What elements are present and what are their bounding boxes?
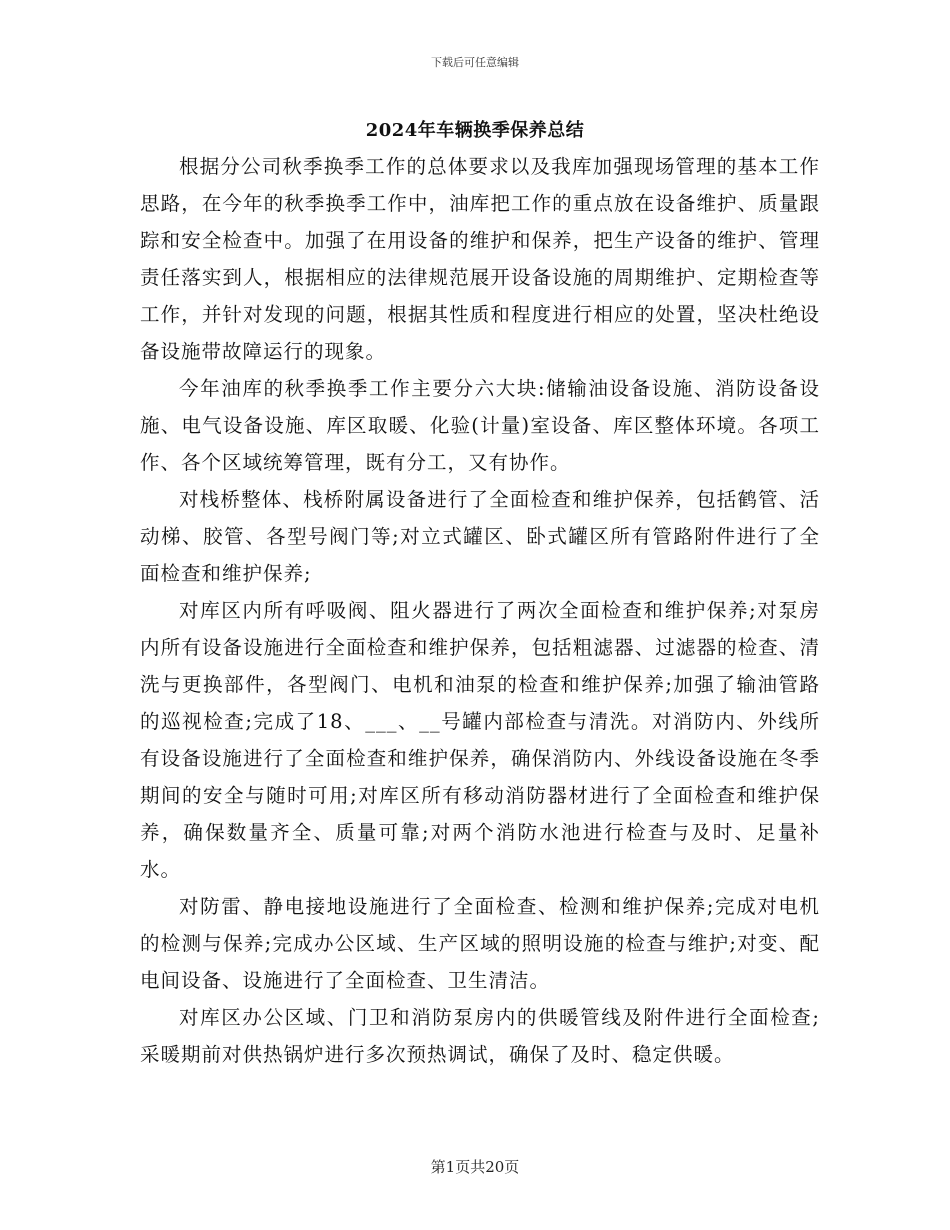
paragraph-valves-fire: 对库区内所有呼吸阀、阻火器进行了两次全面检查和维护保养;对泵房内所有设备设施进行全面检查和维护保养，包括粗滤器、过滤器的检查、清洗与更换部件，各型阀门、电机和油泵的检查和维护保养;加强了输油管路的巡视检查;完成了18、___、__号罐内部检查与清洗。对消防内、外线所有设备设施进行了全面检查和维护保养，确保消防内、外线设备设施在冬季期间的安全与随时可用;对库区所有移动消防器材进行了全面检查和维护保养，确保数量齐全、质量可靠;对两个消防水池进行检查与及时、足量补水。 xyxy=(140,599,820,881)
paragraph-intro: 根据分公司秋季换季工作的总体要求以及我库加强现场管理的基本工作思路，在今年的秋季换季工作中，油库把工作的重点放在设备维护、质量跟踪和安全检查中。加强了在用设备的维护和保养，把生产设备的维护、管理责任落实到人，根据相应的法律规范展开设备设施的周期维护、定期检查等工作，并针对发现的问题，根据其性质和程度进行相应的处置，坚决杜绝设备设施带故障运行的现象。 xyxy=(140,155,820,363)
paragraph-six-areas: 今年油库的秋季换季工作主要分六大块:储输油设备设施、消防设备设施、电气设备设施、库区取暖、化验(计量)室设备、库区整体环境。各项工作、各个区域统筹管理，既有分工，又有协作。 xyxy=(140,377,820,474)
paragraph-electrical: 对防雷、静电接地设施进行了全面检查、检测和维护保养;完成对电机的检测与保养;完成办公区域、生产区域的照明设施的检查与维护;对变、配电间设备、设施进行了全面检查、卫生清洁。 xyxy=(140,895,820,992)
paragraph-heating: 对库区办公区域、门卫和消防泵房内的供暖管线及附件进行全面检查;采暖期前对供热锅炉进行多次预热调试，确保了及时、稳定供暖。 xyxy=(140,1006,820,1066)
header-note: 下载后可任意编辑 xyxy=(431,56,519,69)
paragraph-trestle: 对栈桥整体、栈桥附属设备进行了全面检查和维护保养，包括鹤管、活动梯、胶管、各型号阀门等;对立式罐区、卧式罐区所有管路附件进行了全面检查和维护保养; xyxy=(140,488,820,585)
document-body xyxy=(140,148,820,1073)
page-number: 第1页共20页 xyxy=(430,1158,520,1176)
document-title: 2024年车辆换季保养总结 xyxy=(365,120,585,141)
